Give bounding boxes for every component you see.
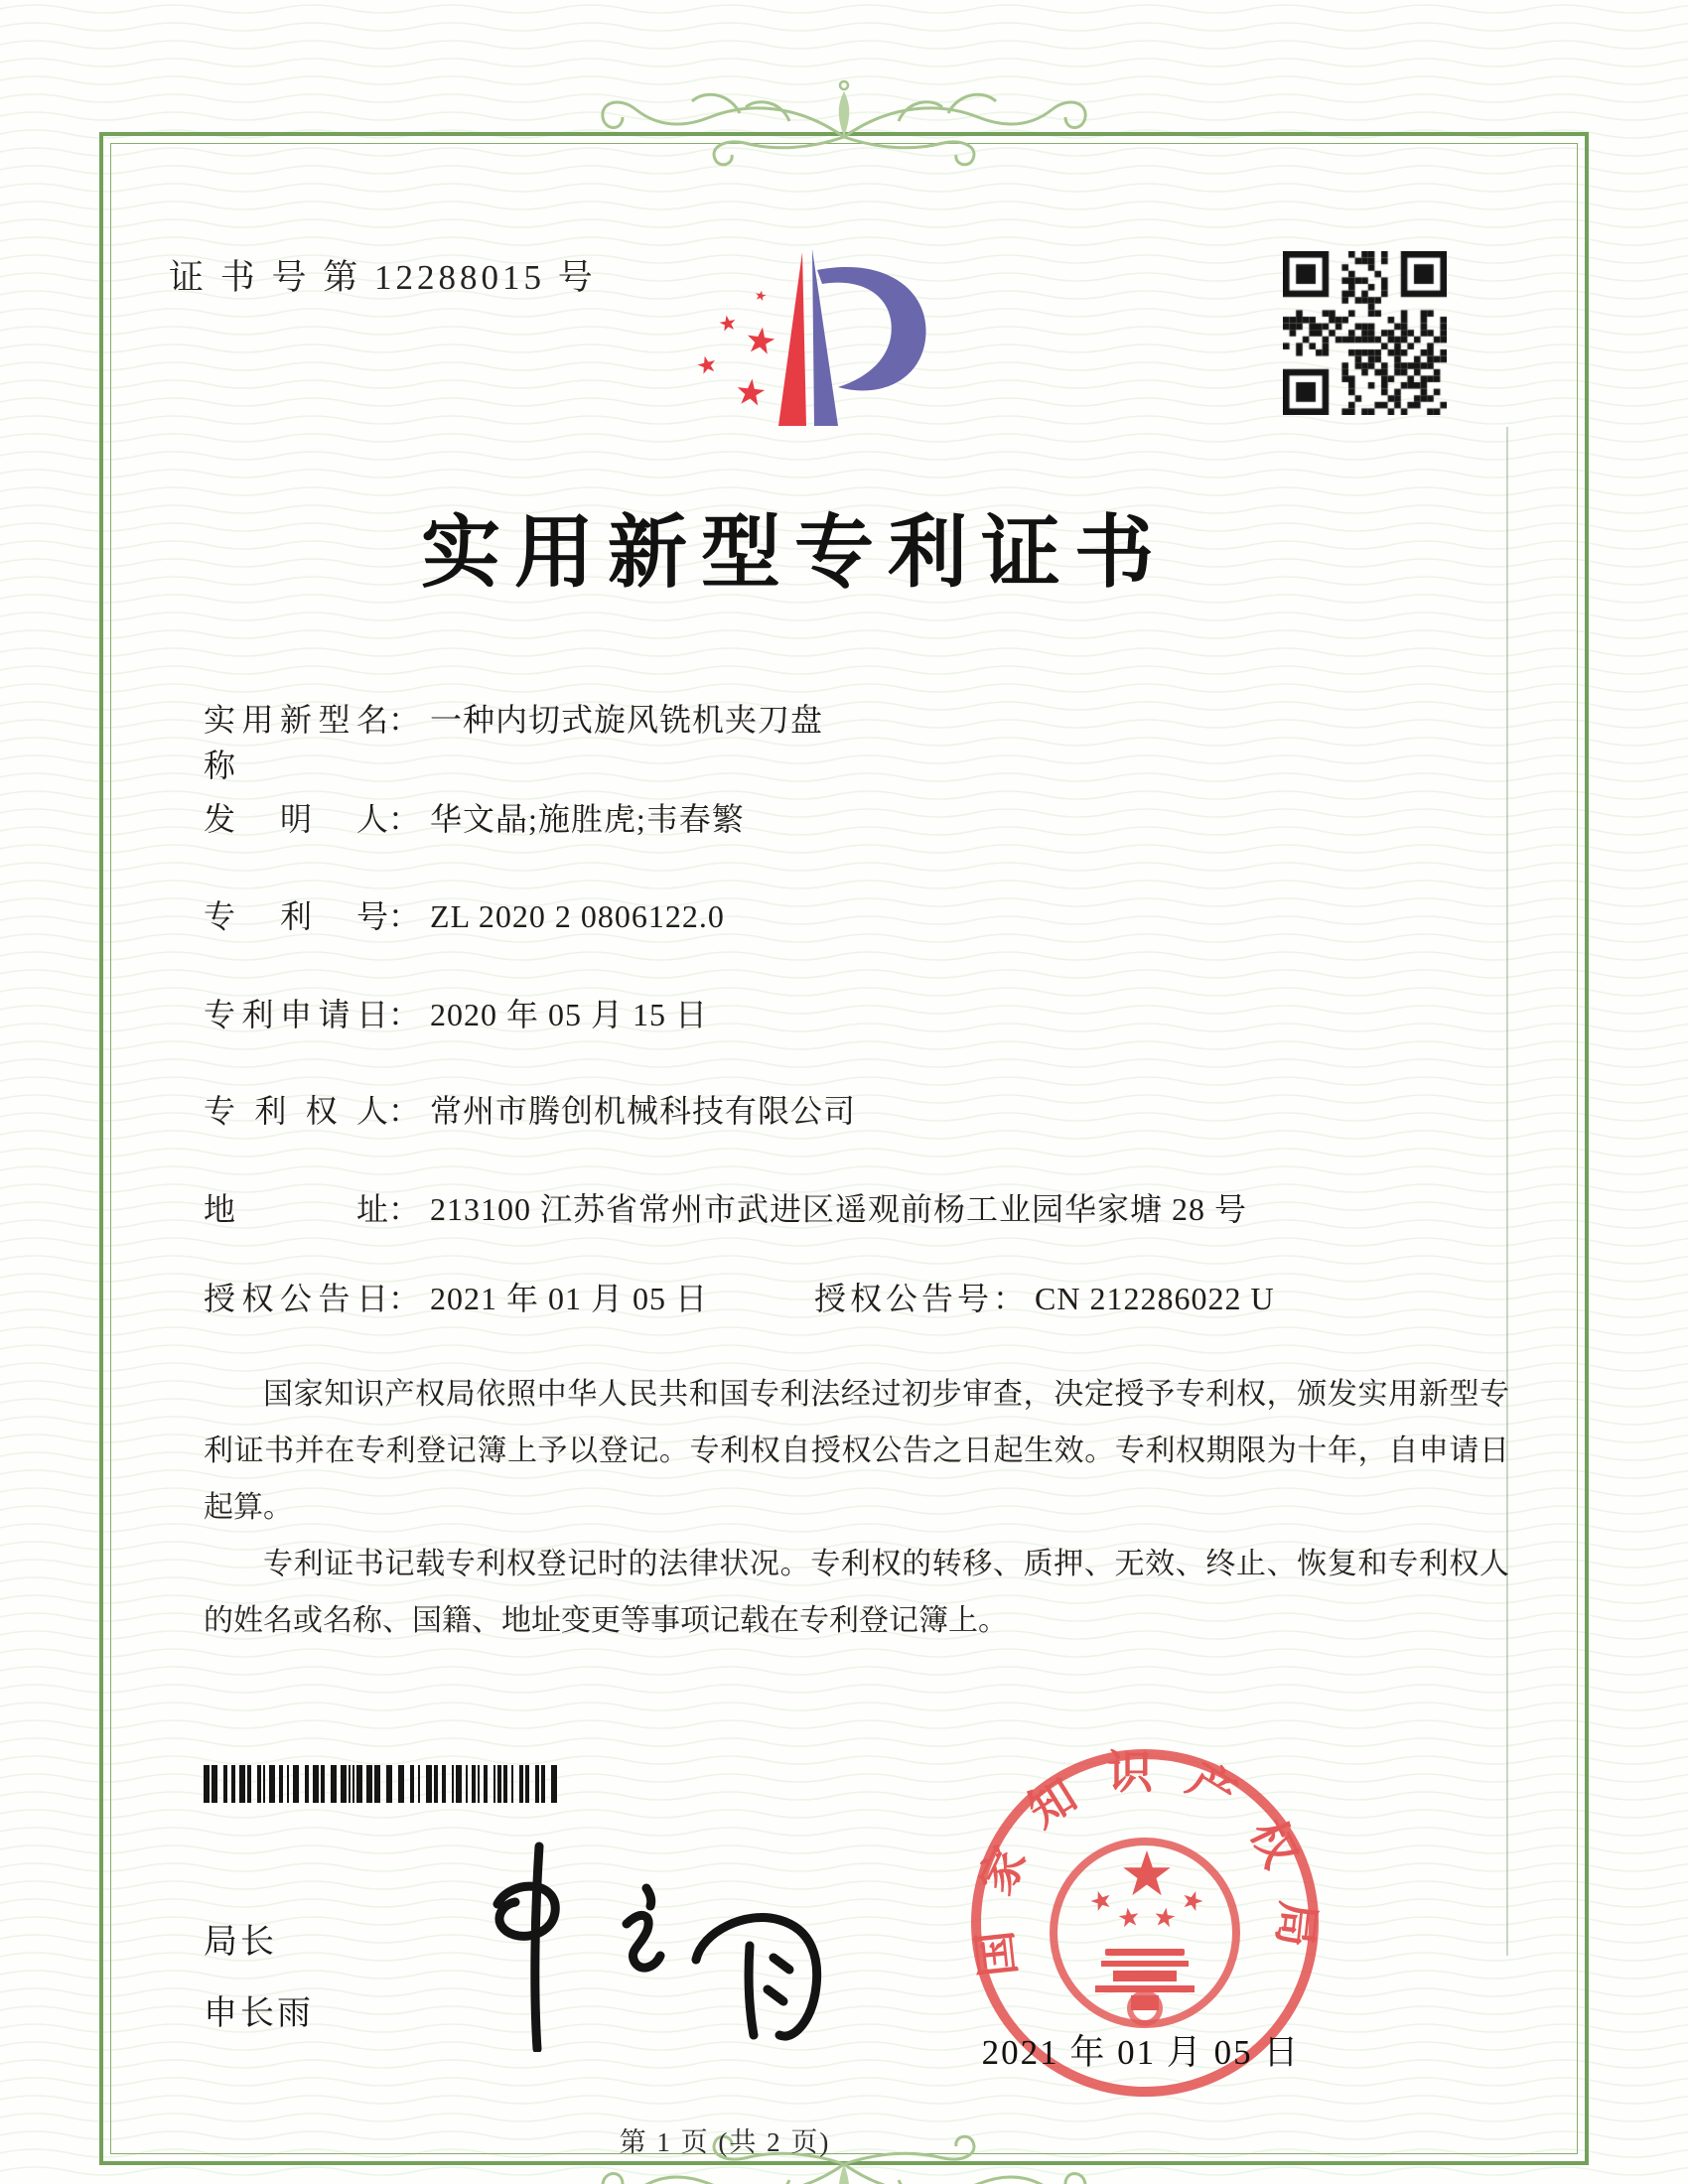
field-value: 2020 年 05 月 15 日 bbox=[430, 997, 709, 1032]
field-label: 实用新型名称 bbox=[204, 702, 388, 783]
field-label: 专利权人 bbox=[204, 1093, 388, 1129]
field-value: ZL 2020 2 0806122.0 bbox=[430, 898, 725, 934]
field-grant-date bbox=[204, 1281, 708, 1316]
colon: ： bbox=[388, 1191, 421, 1227]
seal-agency-text: 国家知识产权局 bbox=[965, 1746, 1325, 1979]
legal-paragraph-2: 专利证书记载专利权登记时的法律状况。专利权的转移、质押、无效、终止、恢复和专利权人的姓名或名称、国籍、地址变更等事项记载在专利登记簿上。 bbox=[204, 1548, 1509, 1637]
barcode bbox=[204, 1765, 561, 1803]
cnipa-logo bbox=[685, 238, 943, 437]
colon: ： bbox=[388, 801, 421, 837]
field-label: 专利号 bbox=[204, 898, 388, 934]
field-value: 213100 江苏省常州市武进区遥观前杨工业园华家塘 28 号 bbox=[430, 1191, 1248, 1227]
field-grant-number bbox=[814, 1274, 1275, 1319]
field-patentee bbox=[204, 1086, 856, 1132]
handwritten-signature bbox=[452, 1839, 839, 2052]
field-filing-date bbox=[204, 990, 708, 1035]
field-utility-model-name bbox=[204, 695, 823, 786]
legal-text-block bbox=[204, 1366, 1509, 1649]
field-value: 常州市腾创机械科技有限公司 bbox=[430, 1093, 857, 1129]
colon: ： bbox=[388, 1093, 421, 1129]
colon: ： bbox=[388, 898, 421, 934]
qr-code bbox=[1283, 251, 1447, 415]
field-address bbox=[204, 1184, 1247, 1230]
page-number-footer: 第 1 页 (共 2 页) bbox=[619, 2127, 831, 2157]
border-inner-line bbox=[110, 143, 1578, 2154]
field-patent-number bbox=[204, 891, 725, 937]
field-label: 授权公告号 bbox=[814, 1281, 994, 1316]
legal-paragraph-1: 国家知识产权局依照中华人民共和国专利法经过初步审查，决定授予专利权，颁发实用新型专利证书并在专利登记簿上予以登记。专利权自授权公告之日起生效。专利权期限为十年，自申请日起算。 bbox=[204, 1378, 1509, 1524]
colon: ： bbox=[388, 1281, 421, 1316]
field-label: 专利申请日 bbox=[204, 997, 388, 1032]
colon: ： bbox=[388, 997, 421, 1032]
certificate-number: 证 书 号 第 12288015 号 bbox=[169, 258, 597, 297]
scan-crease-line bbox=[1506, 427, 1508, 1956]
green-ornamental-border bbox=[99, 132, 1589, 2165]
seal-date: 2021 年 01 月 05 日 bbox=[981, 2033, 1301, 2072]
field-label: 地址 bbox=[204, 1191, 388, 1227]
field-value: CN 212286022 U bbox=[1035, 1281, 1275, 1316]
colon: ： bbox=[993, 1281, 1026, 1316]
field-inventor bbox=[204, 794, 745, 840]
field-value: 2021 年 01 月 05 日 bbox=[430, 1281, 709, 1316]
field-value: 华文晶;施胜虎;韦春繁 bbox=[430, 801, 745, 837]
field-label: 授权公告日 bbox=[204, 1281, 388, 1316]
field-label: 发明人 bbox=[204, 801, 388, 837]
colon: ： bbox=[388, 702, 421, 738]
commissioner-title: 局长 bbox=[204, 1923, 277, 1961]
field-value: 一种内切式旋风铣机夹刀盘 bbox=[430, 702, 824, 738]
top-border-ornament bbox=[561, 66, 1127, 205]
national-emblem bbox=[1054, 1842, 1236, 2024]
commissioner-name: 申长雨 bbox=[204, 1994, 314, 2032]
certificate-title: 实用新型专利证书 bbox=[421, 510, 1168, 598]
field-grant-row bbox=[204, 1274, 1275, 1319]
